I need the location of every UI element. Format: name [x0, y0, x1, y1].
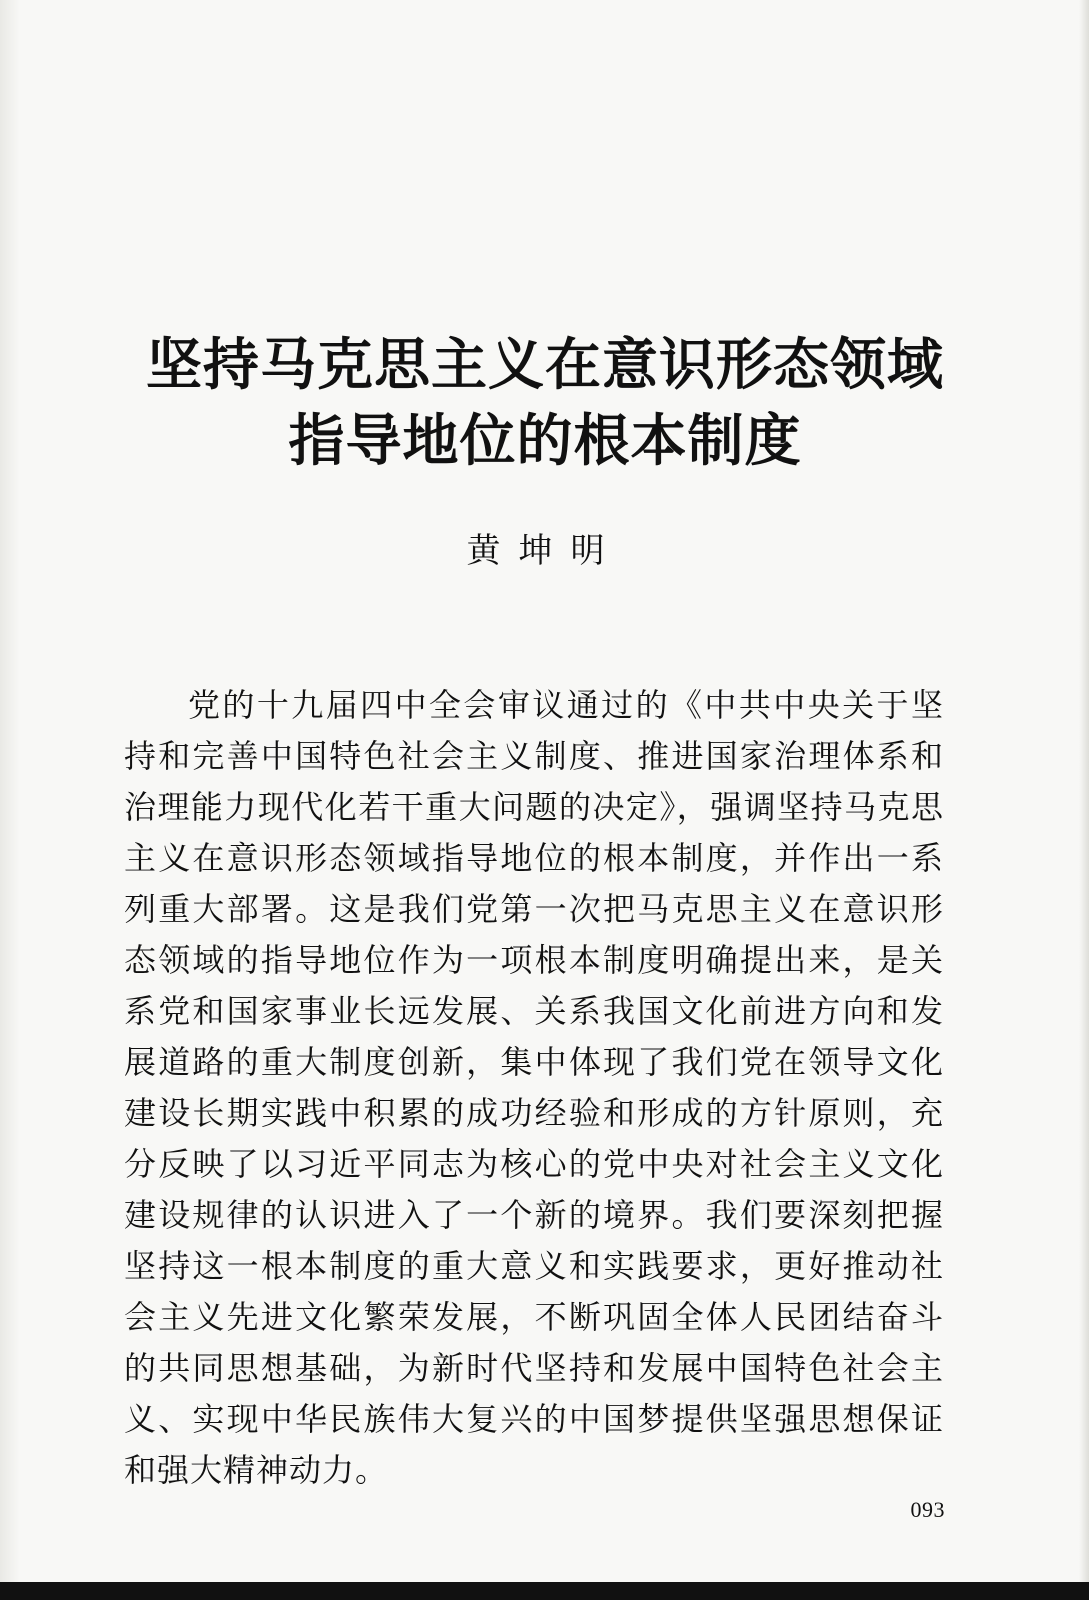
- scan-right-edge: [1079, 0, 1089, 1600]
- scan-bottom-edge: [0, 1582, 1089, 1600]
- title-line-1: 坚持马克思主义在意识形态领域: [146, 332, 944, 398]
- page-number: 093: [910, 1497, 945, 1522]
- scan-left-edge: [0, 0, 20, 1600]
- title-line-2: 指导地位的根本制度: [288, 408, 802, 474]
- author-name: 黄坤明: [466, 531, 623, 571]
- body-paragraph: 党的十九届四中全会审议通过的《中共中央关于坚持和完善中国特色社会主义制度、推进国家治理体系和治理能力现代化若干重大问题的决定》，强调坚持马克思主义在意识形态领域指导地位的根本制度，并作出一系列重大部署。这是我们党第一次把马克思主义在意识形态领域的指导地位作为一项根本制度明确提出来，是关系党和国家事业长远发展、关系我国文化前进方向和发展道路的重大制度创新，集中体现了我们党在领导文化建设长期实践中积累的成功经验和形成的方针原则，充分反映了以习近平同志为核心的党中央对社会主义文化建设规律的认识进入了一个新的境界。我们要深刻把握坚持这一根本制度的重大意义和实践要求，更好推动社会主义先进文化繁荣发展，不断巩固全体人民团结奋斗的共同思想基础，为新时代坚持和发展中国特色社会主义、实现中华民族伟大复兴的中国梦提供坚强思想保证和强大精神动力。: [124, 686, 944, 1489]
- article-title: [115, 327, 975, 479]
